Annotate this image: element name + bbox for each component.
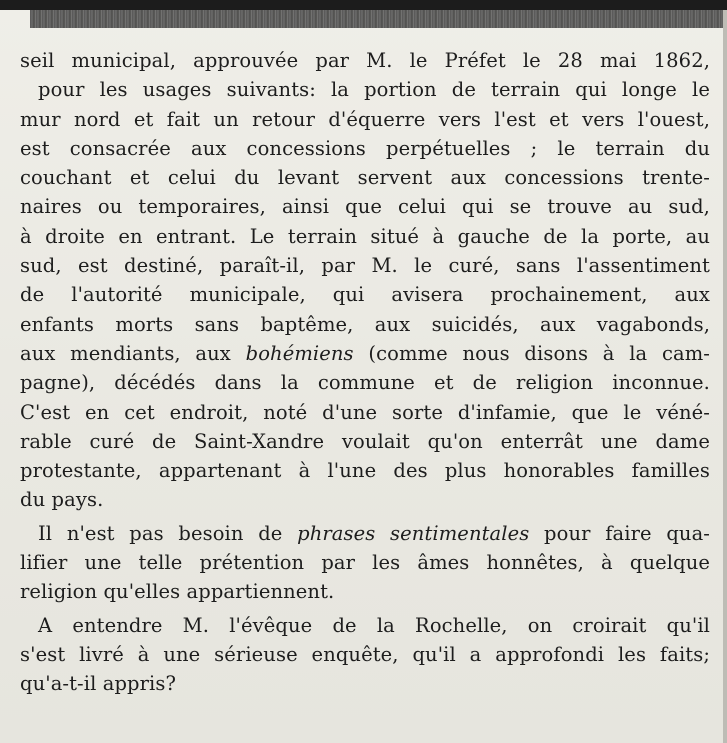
paragraph-2 [20,519,710,607]
text-segment: Il n'est pas besoin de [38,521,298,545]
text-line: couchant et celui du levant servent aux concessions trente- [20,166,710,190]
text-segment: aux mendiants, aux [20,341,246,365]
italic-word: bohémiens [245,341,354,365]
text-line: lifier une telle prétention par les âmes honnêtes, à quelque [20,551,710,575]
text-line: de l'autorité municipale, qui avisera prochainement, aux [20,283,710,307]
text-line: à droite en entrant. Le terrain situé à gauche de la porte, au [20,224,710,248]
text-line: est consacrée aux concessions perpétuelles ; le terrain du [20,136,710,160]
text-line: qu'a-t-il appris? [20,672,177,696]
text-line [20,339,710,368]
paragraph-1 [20,46,710,515]
paragraph-3 [20,611,710,699]
text-segment: pour faire qua- [529,521,710,545]
text-line [20,519,710,548]
text-line: protestante, appartenant à l'une des plus honorables familles [20,459,710,483]
text-line: seil municipal, approuvée par M. le Préfet le 28 mai 1862, [20,49,710,72]
text-line: sud, est destiné, paraît-il, par M. le curé, sans l'assentiment [20,254,710,278]
text-line: pour les usages suivants: la portion de terrain qui longe le [38,78,710,102]
text-line: rable curé de Saint-Xandre voulait qu'on enterrât une dame [20,429,710,453]
scan-top-border [0,0,727,10]
scan-right-edge [723,10,727,743]
text-line: naires ou temporaires, ainsi que celui qui se trouve au sud, [20,195,710,219]
article-column [20,46,710,699]
text-line: du pays. [20,488,104,512]
text-line: enfants morts sans baptême, aux suicidés, aux vagabonds, [20,312,710,336]
text-line: pagne), décédés dans la commune et de religion inconnue. [20,371,710,395]
text-line: A entendre M. l'évêque de la Rochelle, on croirait qu'il [38,613,710,637]
italic-phrase: phrases sentimentales [297,521,530,545]
text-line: C'est en cet endroit, noté d'une sorte d'infamie, que le véné- [20,400,710,424]
text-line: religion qu'elles appartiennent. [20,580,335,604]
text-line: mur nord et fait un retour d'équerre vers l'est et vers l'ouest, [20,107,710,131]
text-segment: (comme nous disons à la cam- [353,341,710,365]
column-top-rule [30,10,727,28]
text-line: s'est livré à une sérieuse enquête, qu'il a approfondi les faits; [20,642,710,666]
